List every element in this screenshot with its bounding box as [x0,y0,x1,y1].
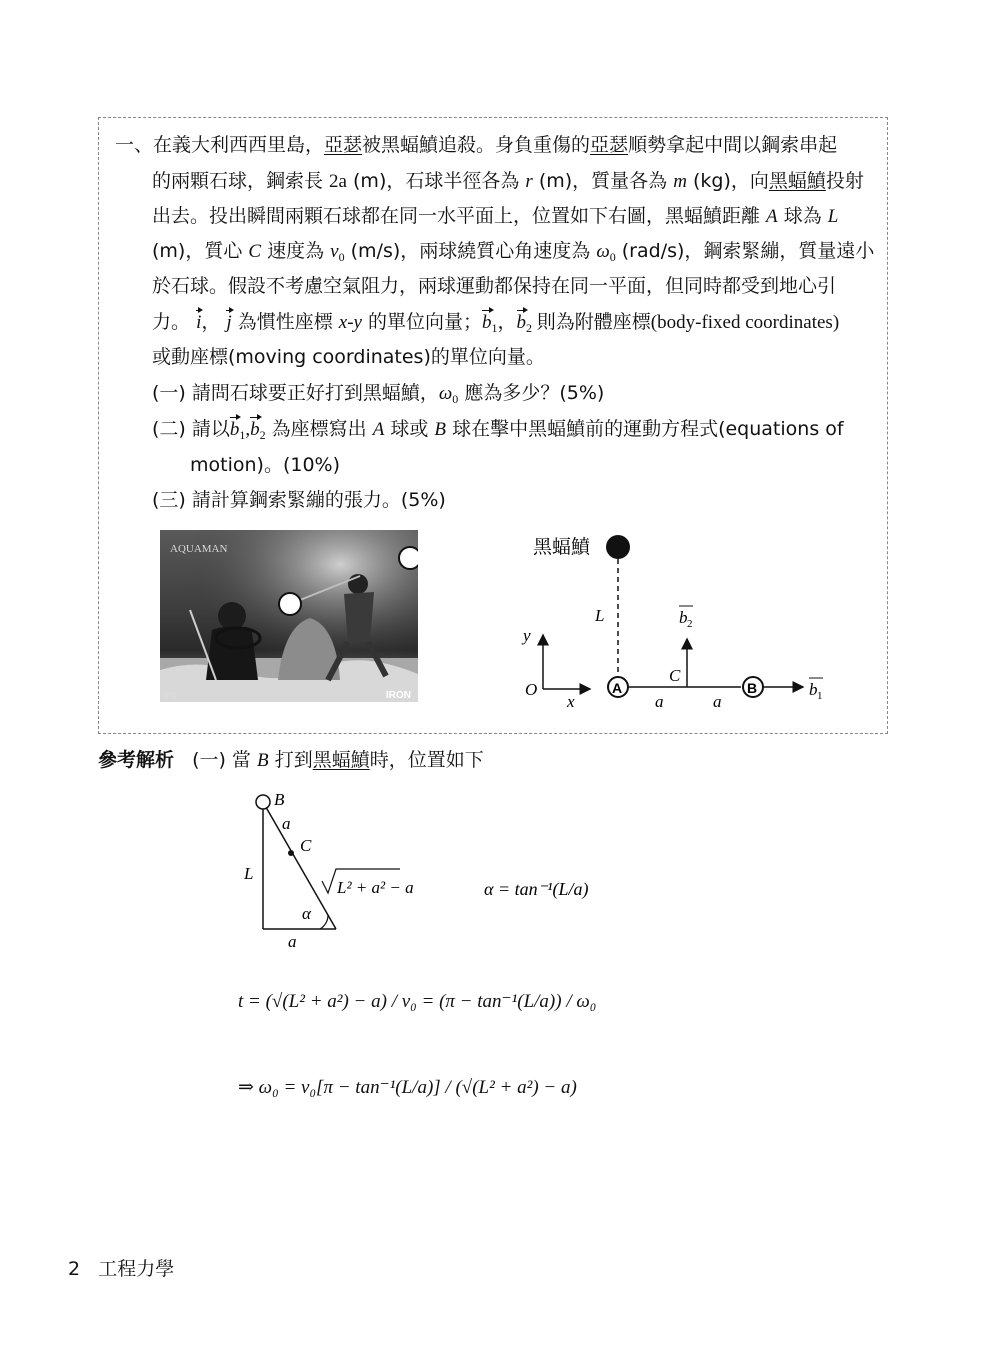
photo-corner: © © [164,693,177,700]
b2-sub: 2 [687,618,693,630]
solution-triangle [240,785,620,959]
B-label: B [747,680,758,696]
fig-hyp-label: L² + a² − a [337,878,414,897]
question-line-7: 或動座標(moving coordinates)的單位向量。 [152,346,545,368]
alpha-equation: α = tan⁻¹(L/a) [484,879,589,899]
question-line-4: (m)，質心 C 速度為 $v_0$ (m/s)，兩球繞質心角速度為 $\omega_0$ (rad/s)，鋼索緊繃，質量遠小 [152,240,875,264]
question-line-6: 力。 i， j 為慣性座標 x-y 的單位向量；$b_1$，$b_2$ 則為附體座標(body-fixed coordinates) [152,311,840,335]
C-label: C [669,666,681,685]
a-label-2: a [713,692,722,711]
solution-intro: 參考解析 (一) 當 B 打到黑蝠鱝時，位置如下 [98,749,484,771]
target-dot [606,535,630,559]
solution-heading: 參考解析 [98,749,175,771]
question-line-1: 一、在義大利西西里島，亞瑟被黑蝠鱝追殺。身負重傷的亞瑟順勢拿起中間以鋼索串起 [115,134,838,156]
book-title: 工程力學 [98,1258,175,1280]
target-label: 黑蝠鱝 [533,536,591,558]
y-label: y [523,626,531,645]
question-line-2: 的兩顆石球，鋼索長 2a (m)，石球半徑各為 r (m)，質量各為 m (kg)，向黑蝠鱝投射 [152,170,864,192]
omega-equation: ⇒ ω₀ = v₀[π − tan⁻¹(L/a)] / (√(L² + a²) − a) [238,1077,577,1098]
fig-B-label: B [274,790,285,809]
photo-logo: AQUAMAN [170,543,228,555]
L-label: L [595,606,605,625]
question-line-5: 於石球。假設不考慮空氣阻力，兩球運動都保持在同一平面，但同時都受到地心引 [152,275,837,297]
O-label: O [525,680,538,699]
scene-illustration [160,530,418,702]
page-footer [68,1254,174,1281]
b1-label: b [809,680,818,699]
question-line-3: 出去。投出瞬間兩顆石球都在同一水平面上，位置如下右圖，黑蝠鱝距離 A 球為 L [152,205,839,227]
x-label: x [567,692,575,711]
fig-a-top: a [282,814,291,833]
question-part-1: (一) 請問石球要正好打到黑蝠鱝，$\omega_0$ 應為多少？(5%) [152,382,605,406]
b1-sub: 1 [817,690,823,702]
a-label-1: a [655,692,664,711]
coordinate-diagram [515,527,835,721]
question-part-3: (三) 請計算鋼索緊繃的張力。(5%) [152,489,446,511]
fig-L-label: L [244,864,254,883]
fig-alpha-label: α [302,904,311,923]
fig-a-bottom: a [288,932,297,951]
aquaman-scene-photo [160,530,418,702]
b2-label: b [679,608,688,627]
A-label: A [612,680,623,696]
question-part-2-cont: motion)。(10%) [190,454,340,476]
photo-brand: IRON [386,690,411,701]
time-equation: t = (√(L² + a²) − a) / v₀ = (π − tan⁻¹(L/a)) / ω₀ [238,991,597,1012]
page-number: 2 [68,1258,81,1280]
question-part-2: (二) 請以$b_1,b_2$ 為座標寫出 A 球或 B 球在擊中黑蝠鱝前的運動方程式(equations of [152,418,844,442]
fig-C-label: C [300,836,312,855]
